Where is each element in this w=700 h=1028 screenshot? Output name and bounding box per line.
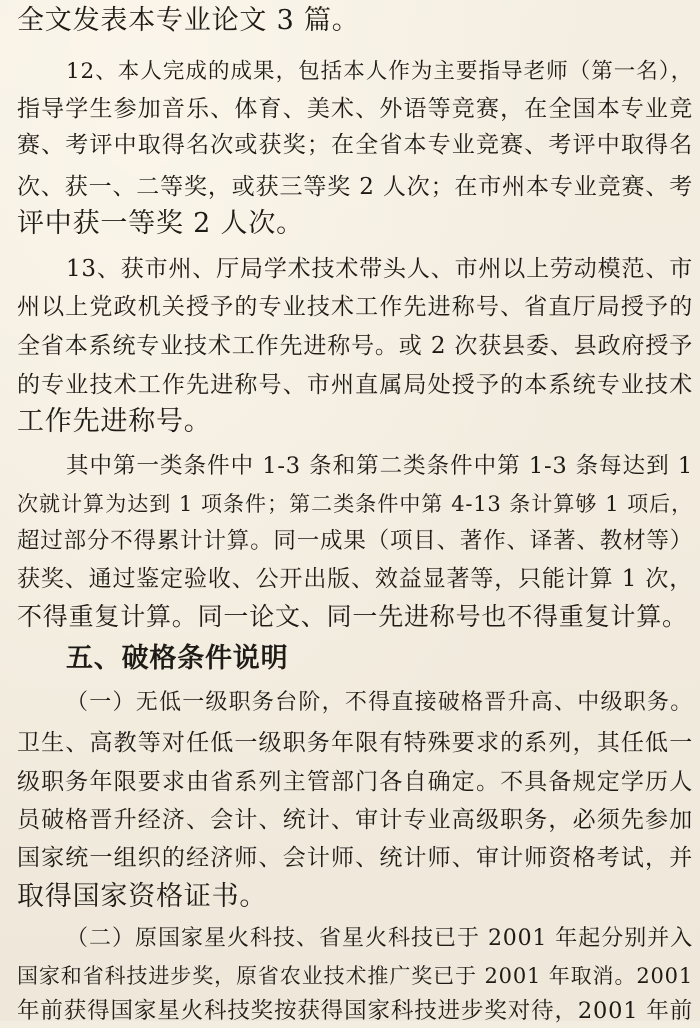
text-line-16: 不得重复计算。同一论文、同一先进称号也不得重复计算。 [17,602,688,631]
text-line-12: 其中第一类条件中 1-3 条和第二类条件中第 1-3 条每达到 1 [66,453,693,479]
text-line-1: 全文发表本专业论文 3 篇。 [17,5,360,36]
text-line-4: 赛、考评中取得名次或获奖；在全省本专业竞赛、考评中取得名 [17,132,693,158]
text-line-7: 13、获市州、厅局学术技术带头人、市州以上劳动模范、市 [66,256,693,282]
text-line-18: （一）无低一级职务台阶，不得直接破格晋升高、中级职务。 [66,690,693,715]
text-line-10: 的专业技术工作先进称号、市州直属局处授予的本系统专业技术 [17,372,693,398]
text-line-3: 指导学生参加音乐、体育、美术、外语等竞赛，在全国本专业竞 [17,96,693,122]
text-line-14: 超过部分不得累计计算。同一成果（项目、著作、译著、教材等） [17,528,693,554]
text-line-24: （二）原国家星火科技、省星火科技已于 2001 年起分别并入 [66,926,693,951]
text-line-11: 工作先进称号。 [17,406,212,437]
text-line-26: 年前获得国家星火科技奖按获得国家科技进步奖对待，2001 年前 [17,998,693,1024]
text-line-22: 国家统一组织的经济师、会计师、统计师、审计师资格考试，并 [17,845,693,871]
text-line-13: 次就计算为达到 1 项条件；第二类条件中第 4-13 条计算够 1 项后， [17,492,693,516]
text-line-21: 员破格晋升经济、会计、统计、审计专业高级职务，必须先参加 [17,807,693,833]
text-line-25: 国家和省科技进步奖，原省农业技术推广奖已于 2001 年取消。2001 [17,964,693,988]
text-line-20: 级职务年限要求由省系列主管部门各自确定。不具备规定学历人 [17,769,693,795]
text-line-6: 评中获一等奖 2 人次。 [17,208,304,239]
section-heading: 五、破格条件说明 [66,643,289,674]
text-line-23: 取得国家资格证书。 [17,881,268,912]
text-line-19: 卫生、高教等对任低一级职务年限有特殊要求的系列，其任低一 [17,730,693,756]
text-line-2: 12、本人完成的成果，包括本人作为主要指导老师（第一名）， [66,59,693,84]
text-line-9: 全省本系统专业技术工作先进称号。或 2 次获县委、县政府授予 [17,333,693,359]
text-line-8: 州以上党政机关授予的专业技术工作先进称号、省直厅局授予的 [17,294,693,320]
text-line-5: 次、获一、二等奖，或获三等奖 2 人次；在市州本专业竞赛、考 [17,174,693,200]
text-line-15: 获奖、通过鉴定验收、公开出版、效益显著等，只能计算 1 次， [17,566,693,592]
